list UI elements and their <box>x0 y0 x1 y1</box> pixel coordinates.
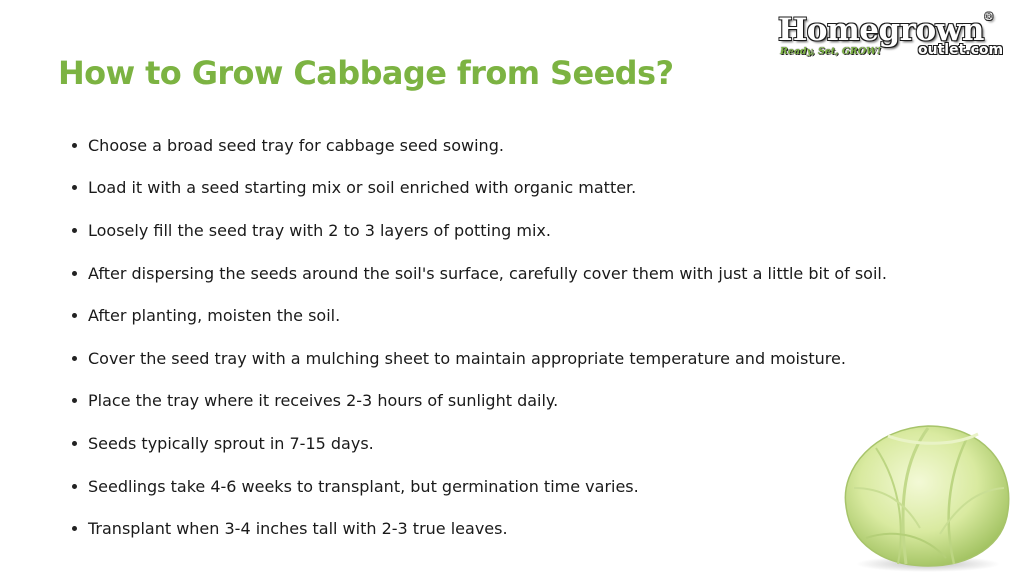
list-item <box>72 167 887 210</box>
step-text: Transplant when 3-4 inches tall with 2-3 true leaves. <box>88 519 508 539</box>
bullet-icon <box>72 271 77 276</box>
step-text: Load it with a seed starting mix or soil enriched with organic matter. <box>88 178 637 198</box>
list-item <box>72 507 887 550</box>
list-item <box>72 465 887 508</box>
list-item <box>72 337 887 380</box>
bullet-icon <box>72 441 77 446</box>
cabbage-image <box>836 418 1018 574</box>
list-item <box>72 252 887 295</box>
bullet-icon <box>72 185 77 190</box>
step-text: Loosely fill the seed tray with 2 to 3 layers of potting mix. <box>88 220 551 240</box>
logo-tagline: Ready, Set, GROW! <box>780 46 881 57</box>
page-title: How to Grow Cabbage from Seeds? <box>58 54 674 92</box>
logo <box>774 12 1010 62</box>
bullet-icon <box>72 356 77 361</box>
logo-registered-mark: ® <box>983 12 994 23</box>
step-text: Seeds typically sprout in 7-15 days. <box>88 433 374 453</box>
bullet-icon <box>72 143 77 148</box>
logo-domain: outlet.com <box>918 42 1004 58</box>
step-text: After planting, moisten the soil. <box>88 306 341 326</box>
list-item <box>72 422 887 465</box>
list-item <box>72 209 887 252</box>
bullet-icon <box>72 313 77 318</box>
step-text: Seedlings take 4-6 weeks to transplant, but germination time varies. <box>88 476 639 496</box>
bullet-icon <box>72 484 77 489</box>
list-item <box>72 294 887 337</box>
step-text: Choose a broad seed tray for cabbage seed sowing. <box>88 135 504 155</box>
step-text: Cover the seed tray with a mulching sheet to maintain appropriate temperature and moisture. <box>88 348 846 368</box>
list-item <box>72 380 887 423</box>
logo-brand-text: Homegrown <box>778 12 984 48</box>
bullet-icon <box>72 398 77 403</box>
step-text: After dispersing the seeds around the soil's surface, carefully cover them with just a little bit of soil. <box>88 263 887 283</box>
steps-list <box>72 124 887 550</box>
list-item <box>72 124 887 167</box>
bullet-icon <box>72 526 77 531</box>
bullet-icon <box>72 228 77 233</box>
step-text: Place the tray where it receives 2-3 hours of sunlight daily. <box>88 391 559 411</box>
